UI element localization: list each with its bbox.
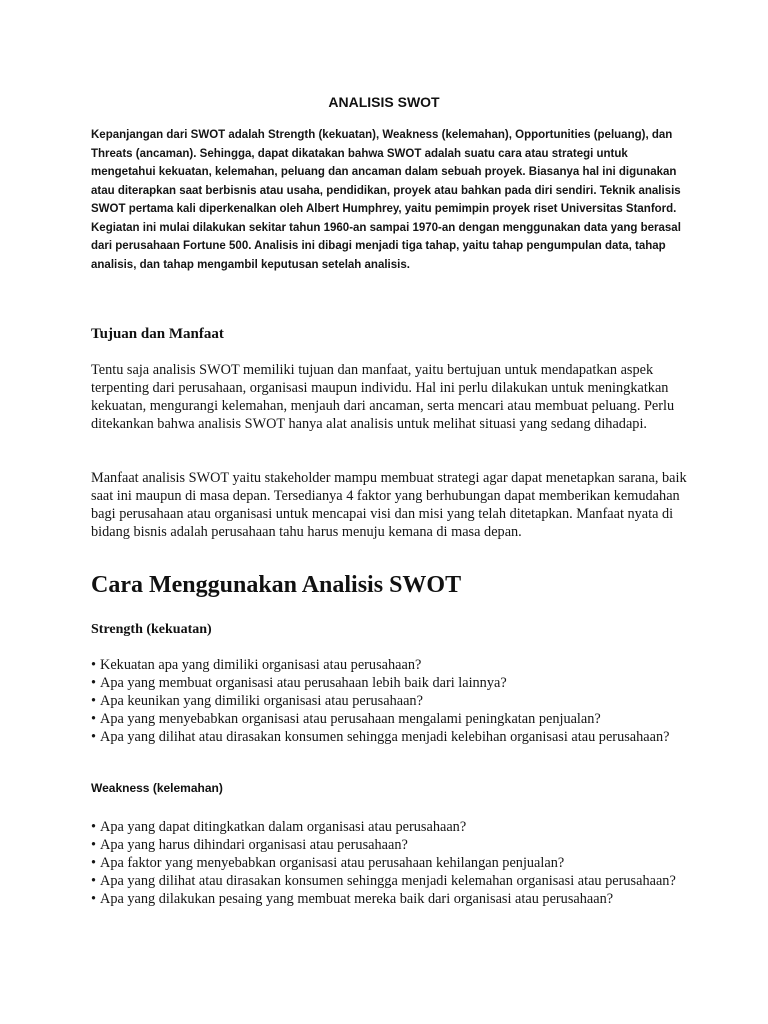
- tujuan-paragraph-1: Tentu saja analisis SWOT memiliki tujuan dan manfaat, yaitu bertujuan untuk mendapatkan aspek terpenting dari perusahaan, organisasi maupun individu. Hal ini perlu dilakukan untuk meningkatkan kekuatan, mengurangi kelemahan, menjauh dari ancaman, serta mencari atau membuat peluang. Perlu ditekankan bahwa analisis SWOT hanya alat analisis untuk melihat situasi yang sedang dihadapi.: [91, 362, 675, 432]
- intro-paragraph: Kepanjangan dari SWOT adalah Strength (kekuatan), Weakness (kelemahan), Opportunities (peluang), dan Threats (ancaman). Sehingga, dapat dikatakan bahwa SWOT adalah suatu cara atau strategi untuk mengetahui kekuatan, kelemahan, peluang dan ancaman dalam sebuah proyek. Biasanya hal ini digunakan atau diterapkan saat berbisnis atau usaha, pendidikan, proyek atau bahkan pada diri sendiri. Teknik analisis SWOT pertama kali diperkenalkan oleh Albert Humphrey, yaitu pemimpin proyek riset Universitas Stanford. Kegiatan ini mulai dilakukan sekitar tahun 1960-an sampai 1970-an dengan menggunakan data yang berasal dari perusahaan Fortune 500. Analisis ini dibagi menjadi tiga tahap, yaitu tahap pengumpulan data, tahap analisis, dan tahap mengambil keputusan setelah analisis.: [91, 129, 681, 271]
- cara-heading: Cara Menggunakan Analisis SWOT: [91, 572, 462, 598]
- list-item: • Apa yang dilakukan pesaing yang membuat mereka baik dari organisasi atau perusahaan?: [91, 891, 614, 907]
- list-item: • Apa yang dilihat atau dirasakan konsumen sehingga menjadi kelebihan organisasi atau perusahaan?: [91, 729, 670, 745]
- list-item: • Apa yang dilihat atau dirasakan konsumen sehingga menjadi kelemahan organisasi atau perusahaan?: [91, 873, 676, 889]
- document-title: ANALISIS SWOT: [328, 94, 440, 110]
- strength-list: [91, 656, 691, 746]
- weakness-heading: Weakness (kelemahan): [91, 781, 223, 795]
- list-item: • Kekuatan apa yang dimiliki organisasi atau perusahaan?: [91, 657, 422, 673]
- list-item: • Apa yang harus dihindari organisasi atau perusahaan?: [91, 837, 408, 853]
- list-item: • Apa faktor yang menyebabkan organisasi atau perusahaan kehilangan penjualan?: [91, 855, 565, 871]
- list-item: • Apa keunikan yang dimiliki organisasi atau perusahaan?: [91, 693, 423, 709]
- list-item: • Apa yang menyebabkan organisasi atau perusahaan mengalami peningkatan penjualan?: [91, 711, 601, 727]
- tujuan-heading: Tujuan dan Manfaat: [91, 326, 224, 342]
- list-item: • Apa yang membuat organisasi atau perusahaan lebih baik dari lainnya?: [91, 675, 507, 691]
- list-item: • Apa yang dapat ditingkatkan dalam organisasi atau perusahaan?: [91, 819, 467, 835]
- tujuan-paragraph-2: Manfaat analisis SWOT yaitu stakeholder mampu membuat strategi agar dapat menetapkan sarana, baik saat ini maupun di masa depan. Tersedianya 4 faktor yang berhubungan dapat memberikan kemudahan bagi perusahaan atau organisasi untuk mencapai visi dan misi yang telah ditetapkan. Manfaat nyata di bidang bisnis adalah perusahaan tahu harus menuju kemana di masa depan.: [91, 470, 687, 540]
- strength-heading: Strength (kekuatan): [91, 622, 212, 637]
- weakness-list: [91, 818, 691, 908]
